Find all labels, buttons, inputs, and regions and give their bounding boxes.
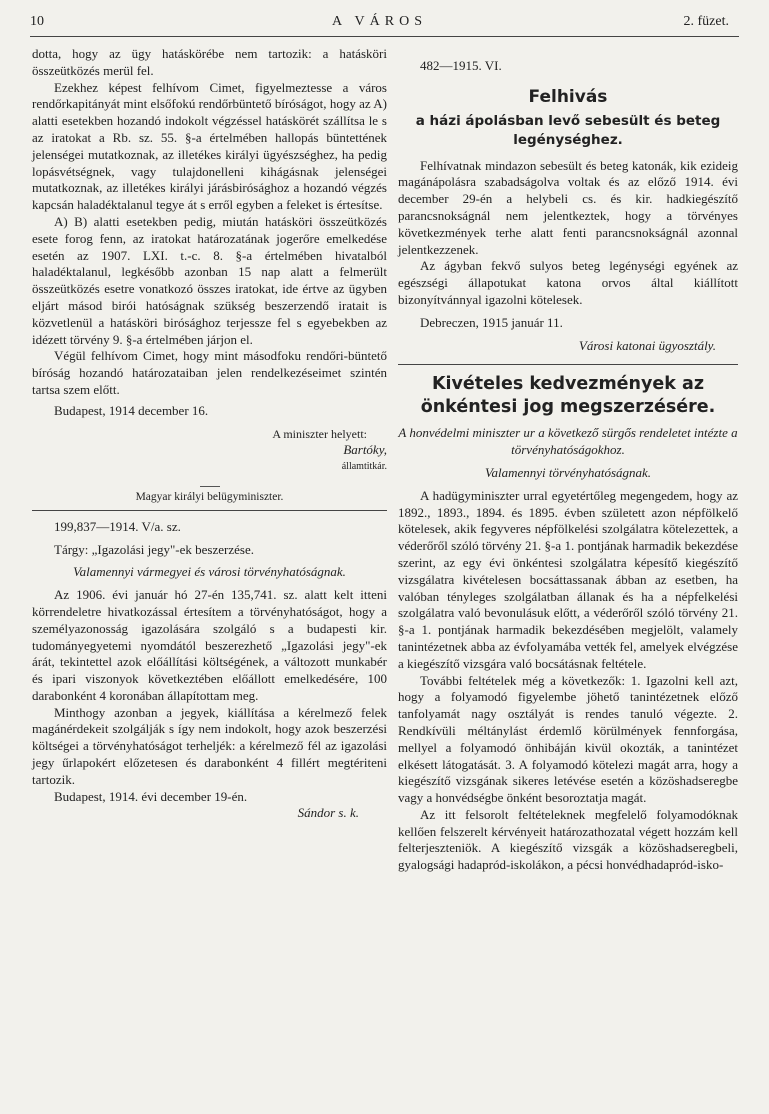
signature-1-role: államtitkár. [341,461,387,473]
issue-number: 2. füzet. [683,14,729,29]
left-paragraph-4: Végül felhívom Cimet, hogy mint másodfoku rendőri-büntető bíróság hozandó határozataiban jelen rendelkezéseimet szintén tartsa szem előtt. [32,348,387,397]
page-header [30,14,729,36]
publication-title: A VÁROS [331,14,428,29]
right-paragraph-2: Az ágyban fekvő sulyos beteg legénységi egyének az egészségi állapotukat katona orvos által kiállított bizonyítvánnyal igazolni kötelesek. [398,258,738,307]
article-intro: A honvédelmi miniszter ur a következő sürgős rendeletet intézte a törvényhatóságokhoz. [398,425,738,458]
ministry-name: Magyar királyi belügyminiszter. [135,490,284,503]
date-right: Debreczen, 1915 január 11. [420,314,563,330]
article-heading: Kivételes kedvezmények az önkéntesi jog megszerzésére. [420,374,716,418]
addressee-left: Valamennyi vármegyei és városi törvényhatóságnak. [73,564,346,580]
right-paragraph-3: A hadügyminiszter urral egyetértőleg megengedem, hogy az 1892., 1893., 1894. és 1895. évben született azon népfölkelő kötelesek, akik fegyveres népfölkelési szolgálatra kötelezettek, a véderőről szóló törvény 21. §-a 1. pontjának harmadik bekezdése szerint, az egy évi önkéntesi szolgálatra képesítő kiegészítő vizsgálatra kivételesen bocsáttassanak ábban az esetben, ha valóban tényleges szolgálatban állanak és ha a népfelkelési szolgálatra való bevonulásuk előtt, a véderőről szóló törvény 21. §-a 1. pontjának harmadik bekezdésében megjelölt, valamely tanintézetnek abba az évfolyamába vették fel, amelyek elvégzése a kiegészítő vizsgára való bocsátásnak feltétele. [398,487,738,671]
signature-1-title: A miniszter helyett: [272,426,367,441]
notice-heading: Felhivás [528,86,608,107]
short-divider [200,486,220,487]
left-paragraph-2: Ezekhez képest felhívom Cimet, figyelmeztesse a város rendőrkapitányát mint elsőfokú rendőrbüntető bíróságot, hogy az A) alatti esetekben hozandó indokolt végzéssel hatáskörét szállítsa le s az iratokat a Rb. sz. 55. §-a értelmében hallopás büntettének jelenségei mutatkoznak, az illetékes királyi ügyészséghez, ha pedig lopásvétségnek, vagy tulajdonelleni kihágásnak jelenségei mutatkoznak, az illetékes királyi járásbirósághoz a hozandó végzés kapcsán haladéktalanul tegye át s erről egyben a feleket is értesítse. [32,79,387,213]
right-paragraph-5: Az itt felsorolt feltételeknek megfelelő folyamodóknak kellően felszerelt kérvényeit határozathozatal végett hozzám kell felterjeszteniök. A kiegészítő vizsgák a közöshadseregbeli, gyalogsági hadapród-iskolákon, a pécsi honvédhadapród-isko- [398,806,738,873]
right-paragraph-1: Felhívatnak mindazon sebesült és beteg katonák, kik ezideig magánápolásra szabadságolva voltak és az előző 1914. évi december 29-én a helybeli cs. és kir. hadkiegészítő parancsnokságnál nem jelentkeztek, hogy a törvényes következmények terhe alatt fenti parancsnokságnál azonnal jelentkezzenek. [398,157,738,257]
left-paragraph-1: dotta, hogy az ügy hatáskörébe nem tartozik: a hatásköri összeütközés merül fel. [32,46,387,78]
left-paragraph-6: Minthogy azonban a jegyek, kiállítása a kérelmező felek magánérdekeit szolgálják s így nem indokolt, hogy azok beszerzési költségei a törvényhatóságot terheljék: a kérelmező fél az igazolási jegy űrlapokért előzetesen és darabonként 4 fillért megtériteni tartozik. [32,704,387,787]
subject-line: Tárgy: „Igazolási jegy"-ek beszerzése. [54,541,254,557]
addressee-right: Valamennyi törvényhatóságnak. [484,464,652,480]
reference-right: 482—1915. VI. [420,58,502,73]
right-column [398,46,738,874]
date-1: Budapest, 1914 december 16. [54,402,209,418]
right-paragraph-4: További feltételek még a következők: 1. Igazolni kell azt, hogy a folyamodó figyelembe jöhető tanintézetnek előző tanfolyamát nagy osztályát is rendes tanuló végezte. 2. Rendkívüli méltánylást érdemlő körülmények fennforgása, mellyel a folyamodó önhibáján kivül okozták, a tanintézet elkésett látogatását. 3. A folyamodó kötelezi magát arra, hogy a kiegészítő vizsgának sikeres letévése esetén a közöshadseregbe vagy a honvédségbe önként besoroztatja magát. [398,672,738,806]
signature-2: Sándor s. k. [297,805,359,821]
signature-1-name: Bartóky, [343,442,387,458]
page-number: 10 [30,14,44,29]
signature-right: Városi katonai ügyosztály. [578,337,716,353]
reference-2: 199,837—1914. V/a. sz. [54,518,181,534]
left-paragraph-5: Az 1906. évi január hó 27-én 135,741. sz. alatt kelt itteni körrendeletre hivatkozással értesítem a törvényhatóságot, hogy a személyazonosság igazolására szolgáló s a budapesti kir. tudományegyetemi nyomdától beszerezhető „Igazolási jegy"-ek árát, tekintettel azok előállítási költségének, a változott munkabér és ipari viszonyok következtében előállott emelkedésére, 100 darabonként 4 koronában állapítottam meg. [32,587,387,703]
header-rule [30,36,739,37]
section-rule-left [32,510,387,511]
section-rule-right [398,364,738,365]
date-2: Budapest, 1914. évi december 19-én. [54,788,248,804]
left-column [32,46,387,822]
left-paragraph-3: A) B) alatti esetekben pedig, miután hatásköri összeütközés esete forog fenn, az iratokat határozatának jogerőre emelkedése esetén az 1907. LXI. t.-c. 8. §-a értelmében hivatalból haladéktalanul, legkésőbb azonban 15 nap alatt a felmerült összeütközés esetre vonatkozó összes iratokat, ide értve az ügyben eljárt másod birói hatóságnak szükség beszerzendő iratait is közvetlenül a hatásköri birósághoz terjessze fel s egyebekben az idézett törvény 9. §-a értelmében járjon el. [32,213,387,347]
notice-subheading: a házi ápolásban levő sebesült és beteg legénységhez. [415,112,721,148]
